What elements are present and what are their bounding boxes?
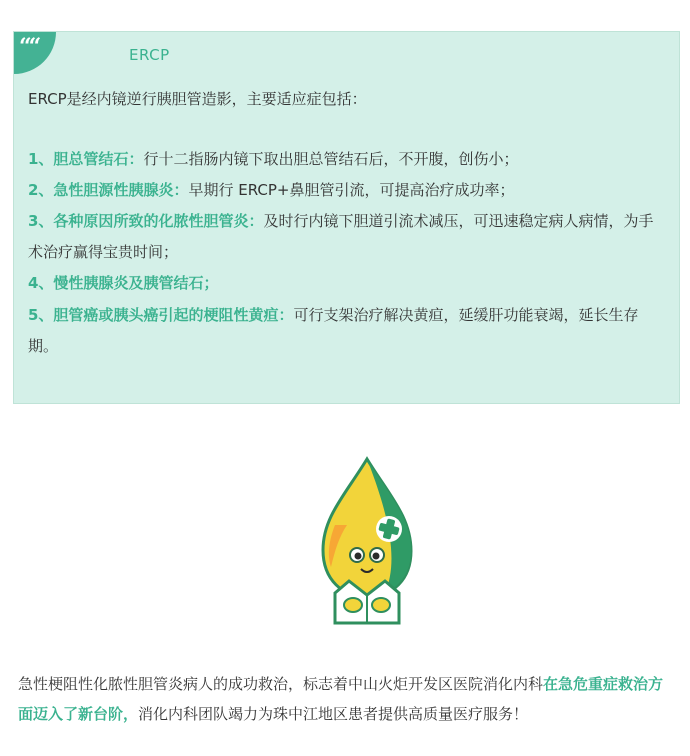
card-title: ERCP (129, 46, 170, 64)
medical-drop-mascot-icon (305, 455, 415, 625)
indication-item (28, 300, 668, 362)
summary-part2: 消化内科团队竭力为珠中江地区患者提供高质量医疗服务！ (138, 705, 529, 723)
card-intro: ERCP是经内镜逆行胰胆管造影，主要适应症包括： (28, 90, 367, 108)
indication-body: 及时行内镜下胆道引流术减压，可迅速稳定病人病情，为手术治疗赢得宝贵时间； (28, 212, 654, 261)
indication-item (28, 175, 668, 206)
quote-glyph: ““ (19, 34, 39, 60)
indication-body: 行十二指肠内镜下取出胆总管结石后，不开腹，创伤小； (143, 150, 519, 168)
ercp-info-card (13, 31, 680, 404)
indication-head: 2、急性胆源性胰腺炎： (28, 181, 189, 199)
indication-head: 4、慢性胰腺炎及胰管结石； (28, 274, 219, 292)
indication-item (28, 206, 668, 268)
summary-highlight: 在急危重症救治方面迈入了新台阶， (18, 675, 664, 723)
summary-paragraph (18, 669, 678, 729)
indication-head: 5、胆管癌或胰头癌引起的梗阻性黄疸： (28, 306, 294, 324)
summary-part1: 急性梗阻性化脓性胆管炎病人的成功救治，标志着中山火炬开发区医院消化内科 (18, 675, 544, 693)
indication-body: 可行支架治疗解决黄疸，延缓肝功能衰竭，延长生存期。 (28, 306, 639, 355)
indication-item (28, 268, 668, 299)
quote-icon (14, 32, 56, 74)
indication-item (28, 144, 668, 175)
indication-head: 3、各种原因所致的化脓性胆管炎： (28, 212, 264, 230)
indication-head: 1、胆总管结石： (28, 150, 144, 168)
indication-body: 早期行 ERCP+鼻胆管引流，可提高治疗成功率； (188, 181, 515, 199)
